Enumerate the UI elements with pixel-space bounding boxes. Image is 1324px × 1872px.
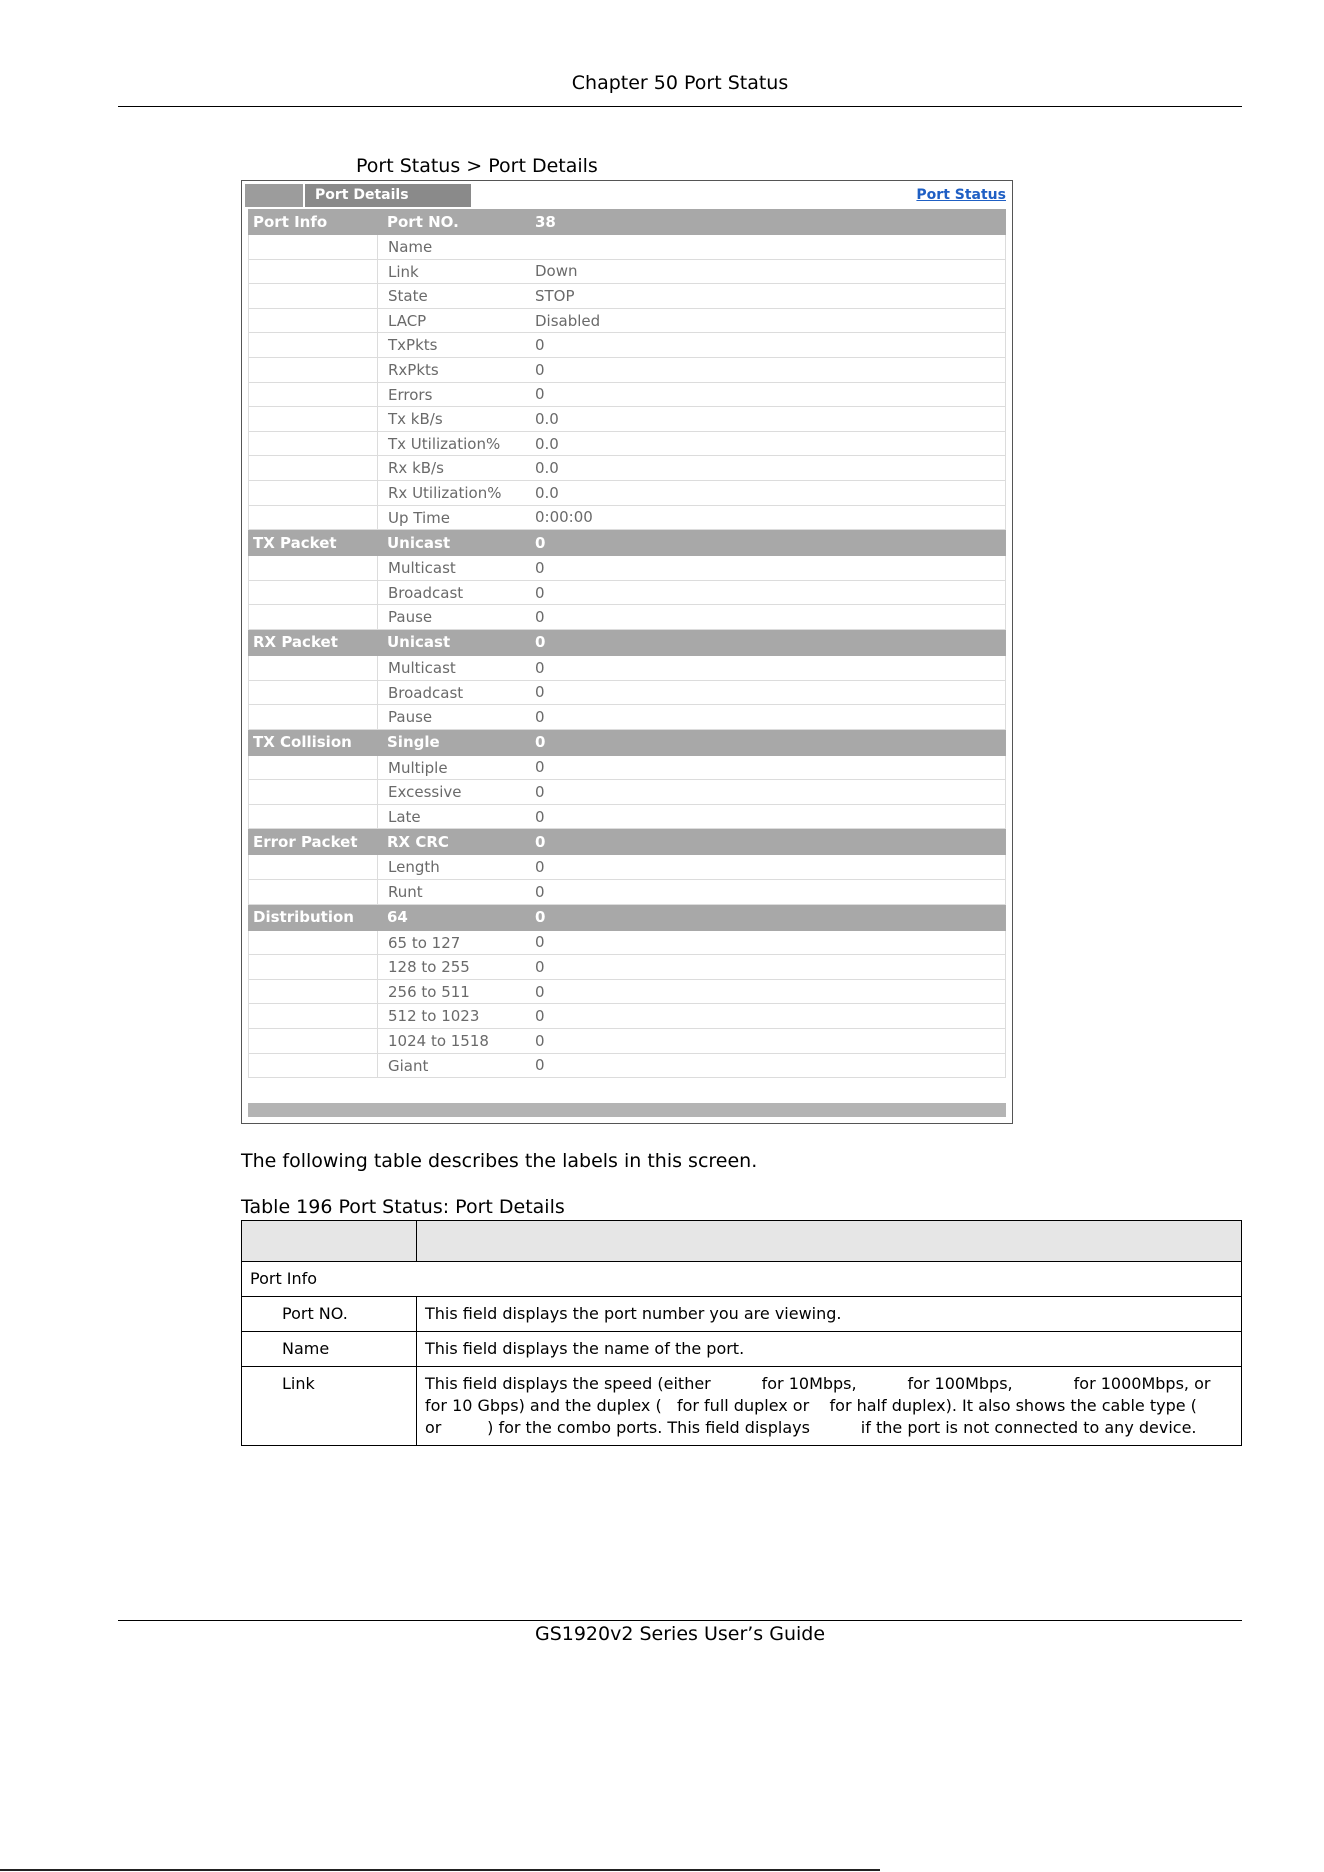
- field-value: 0: [535, 360, 545, 379]
- detail-row: [248, 407, 1006, 432]
- detail-row: [248, 556, 1006, 581]
- field-value: 0.0: [535, 459, 559, 478]
- field-label: Length: [377, 855, 440, 879]
- field-value: 0: [535, 583, 545, 602]
- detail-row: [248, 880, 1006, 905]
- field-label: 65 to 127: [377, 931, 460, 955]
- field-label: Rx kB/s: [377, 456, 444, 480]
- detail-row: [248, 931, 1006, 956]
- field-value: 0: [535, 758, 545, 777]
- row-label: Link: [242, 1367, 417, 1446]
- field-value: 0: [535, 783, 545, 802]
- row-description: This field displays the name of the port.: [417, 1332, 1242, 1367]
- port-details-panel: [241, 180, 1013, 1124]
- field-label: Pause: [377, 705, 432, 729]
- field-label: Link: [377, 260, 419, 284]
- field-label: Tx Utilization%: [377, 432, 500, 456]
- detail-row: [248, 456, 1006, 481]
- field-label: Pause: [377, 605, 432, 629]
- table-row: [242, 1367, 1242, 1446]
- field-label: 128 to 255: [377, 955, 470, 979]
- row-description: This field displays the speed (either for 10Mbps, for 100Mbps, for 1000Mbps, or for 10 Gbps) and the duplex ( for full duplex or for half duplex). It also shows the cable type ( or ) for the combo ports. This field displays if the port is not connected to any device.: [417, 1367, 1242, 1446]
- field-value: 0: [535, 908, 546, 927]
- field-value: 0: [535, 1031, 545, 1050]
- port-status-link[interactable]: Port Status: [916, 187, 1006, 203]
- header-rule: [118, 106, 1242, 107]
- field-value: 0.0: [535, 434, 559, 453]
- field-value: Down: [535, 262, 578, 281]
- field-label: Multicast: [377, 556, 456, 580]
- section-header-row: [248, 730, 1006, 756]
- field-label: Up Time: [377, 506, 450, 530]
- detail-row: [248, 780, 1006, 805]
- field-label: Runt: [377, 880, 423, 904]
- field-value: 0: [535, 933, 545, 952]
- field-value: 0: [535, 882, 545, 901]
- field-label: 256 to 511: [377, 980, 470, 1004]
- panel-footer-bar: [248, 1103, 1006, 1117]
- field-label: TxPkts: [377, 333, 437, 357]
- section-label: Distribution: [253, 908, 354, 927]
- section-cell: Port Info: [242, 1262, 1242, 1297]
- field-label: Port NO.: [387, 212, 459, 231]
- field-value: 0.0: [535, 483, 559, 502]
- field-value: 0: [535, 336, 545, 355]
- page-bottom-line: [0, 1869, 880, 1871]
- section-header-row: [248, 530, 1006, 556]
- field-label: Single: [387, 733, 440, 752]
- field-label: Excessive: [377, 780, 461, 804]
- field-label: Errors: [377, 383, 432, 407]
- table-row: [242, 1297, 1242, 1332]
- detail-row: [248, 805, 1006, 830]
- field-value: 38: [535, 212, 556, 231]
- section-label: Port Info: [253, 212, 328, 231]
- section-header-row: [248, 905, 1006, 931]
- section-label: RX Packet: [253, 633, 338, 652]
- section-label: TX Packet: [253, 533, 337, 552]
- field-value: 0: [535, 733, 546, 752]
- field-label: Unicast: [387, 633, 451, 652]
- detail-row: [248, 506, 1006, 531]
- field-label: 1024 to 1518: [377, 1029, 489, 1053]
- field-label: Multiple: [377, 756, 448, 780]
- field-label: Late: [377, 805, 421, 829]
- field-label: Tx kB/s: [377, 407, 443, 431]
- field-value: 0: [535, 385, 545, 404]
- screen-caption: Port Status > Port Details: [356, 155, 598, 177]
- detail-row: [248, 581, 1006, 606]
- detail-row: [248, 235, 1006, 260]
- table-row: [242, 1332, 1242, 1367]
- field-value: 0: [535, 608, 545, 627]
- detail-row: [248, 855, 1006, 880]
- table-caption: Table 196 Port Status: Port Details: [241, 1196, 565, 1218]
- field-value: 0: [535, 807, 545, 826]
- field-label: Rx Utilization%: [377, 481, 501, 505]
- footer-rule: [118, 1620, 1242, 1621]
- field-value: STOP: [535, 286, 575, 305]
- field-value: 0: [535, 1007, 545, 1026]
- field-value: 0: [535, 533, 546, 552]
- detail-row: [248, 605, 1006, 630]
- field-value: 0: [535, 558, 545, 577]
- detail-row: [248, 1029, 1006, 1054]
- detail-row: [248, 705, 1006, 730]
- field-value: Disabled: [535, 311, 601, 330]
- field-label: Broadcast: [377, 581, 463, 605]
- field-value: 0: [535, 982, 545, 1001]
- field-label: Multicast: [377, 656, 456, 680]
- field-value: 0: [535, 633, 546, 652]
- field-label: LACP: [377, 309, 426, 333]
- field-label: State: [377, 284, 428, 308]
- field-label: Name: [377, 235, 432, 259]
- detail-row: [248, 383, 1006, 408]
- table-header-row: [242, 1221, 1242, 1262]
- label-description-table: [241, 1220, 1264, 1446]
- header-cell-label: [242, 1221, 417, 1262]
- field-value: 0: [535, 683, 545, 702]
- field-label: Giant: [377, 1054, 428, 1078]
- intro-text: The following table describes the labels in this screen.: [241, 1150, 758, 1172]
- field-value: 0: [535, 658, 545, 677]
- header-cell-description: [417, 1221, 1242, 1262]
- detail-row: [248, 284, 1006, 309]
- section-header-row: [248, 209, 1006, 235]
- detail-row: [248, 656, 1006, 681]
- field-value: 0: [535, 1056, 545, 1075]
- field-label: 512 to 1023: [377, 1004, 479, 1028]
- row-label: Name: [242, 1332, 417, 1367]
- detail-row: [248, 980, 1006, 1005]
- chapter-header: Chapter 50 Port Status: [571, 72, 789, 94]
- detail-row: [248, 1054, 1006, 1079]
- field-label: RX CRC: [387, 832, 449, 851]
- section-header-row: [248, 630, 1006, 656]
- field-value: 0: [535, 958, 545, 977]
- field-value: 0: [535, 707, 545, 726]
- tab-spacer: [245, 184, 303, 207]
- detail-row: [248, 333, 1006, 358]
- port-details-grid: [248, 209, 1006, 1078]
- field-label: 64: [387, 908, 408, 927]
- detail-row: [248, 1004, 1006, 1029]
- row-label: Port NO.: [242, 1297, 417, 1332]
- detail-row: [248, 260, 1006, 285]
- detail-row: [248, 681, 1006, 706]
- field-value: 0: [535, 832, 546, 851]
- detail-row: [248, 756, 1006, 781]
- detail-row: [248, 358, 1006, 383]
- field-label: Unicast: [387, 533, 451, 552]
- table-section-row: [242, 1262, 1242, 1297]
- detail-row: [248, 432, 1006, 457]
- detail-row: [248, 481, 1006, 506]
- detail-row: [248, 309, 1006, 334]
- footer-guide-title: GS1920v2 Series User’s Guide: [534, 1623, 826, 1645]
- field-value: 0:00:00: [535, 508, 593, 527]
- row-description: This field displays the port number you are viewing.: [417, 1297, 1242, 1332]
- section-label: TX Collision: [253, 733, 352, 752]
- field-label: Broadcast: [377, 681, 463, 705]
- field-label: RxPkts: [377, 358, 439, 382]
- tab-port-details[interactable]: Port Details: [305, 184, 471, 207]
- detail-row: [248, 955, 1006, 980]
- section-header-row: [248, 829, 1006, 855]
- field-value: 0: [535, 858, 545, 877]
- section-label: Error Packet: [253, 832, 358, 851]
- field-value: 0.0: [535, 409, 559, 428]
